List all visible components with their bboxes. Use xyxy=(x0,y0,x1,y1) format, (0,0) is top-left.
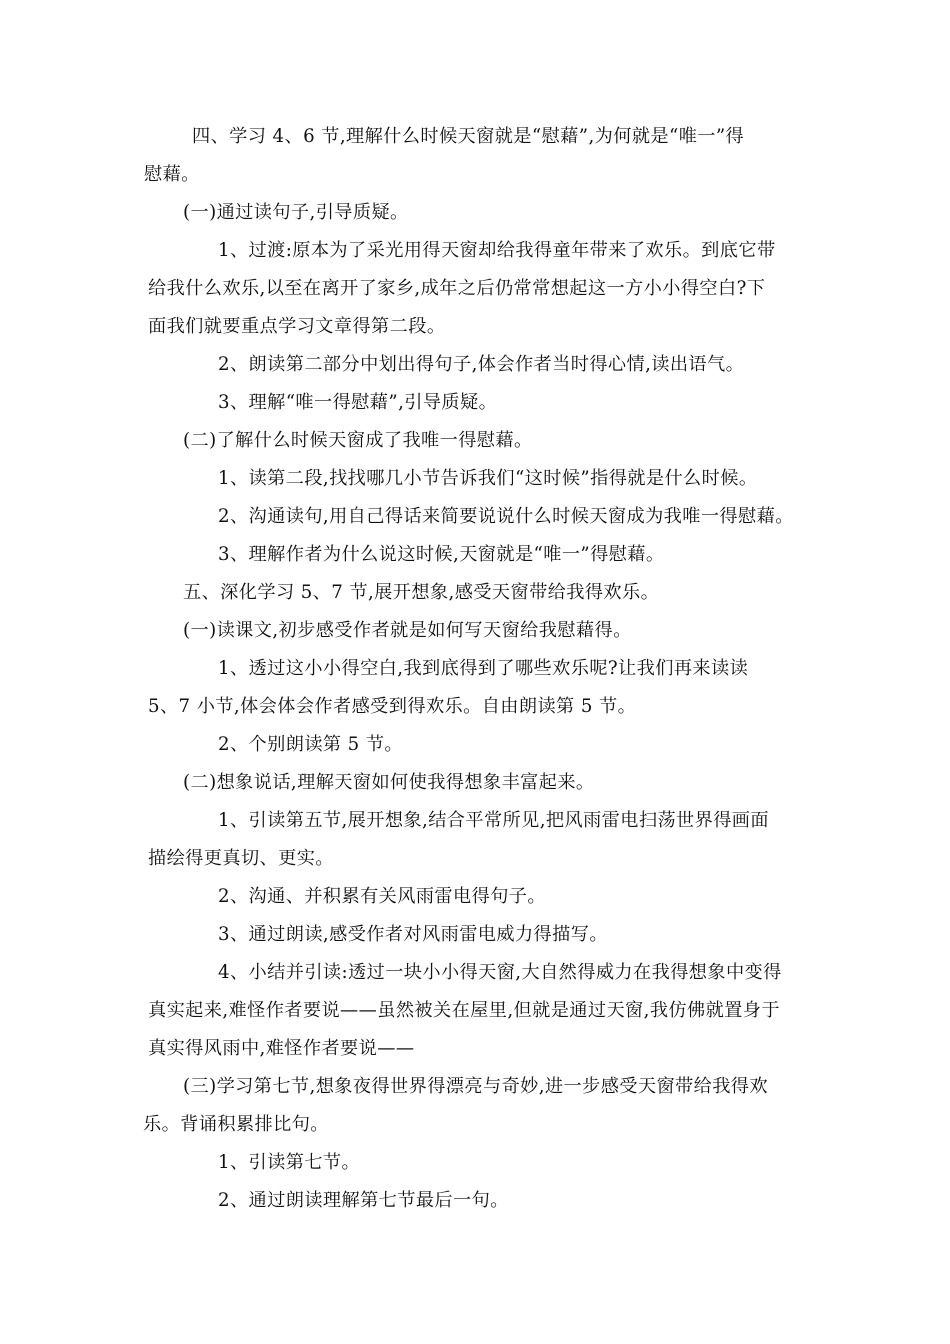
paragraph-subheading-two xyxy=(0,764,950,802)
paragraph-item xyxy=(0,460,950,498)
text-line: 慰藉。 xyxy=(144,164,200,185)
paragraph-item xyxy=(0,1144,950,1182)
paragraph-item xyxy=(0,650,950,726)
text-line: 4、小结并引读:透过一块小小得天窗,大自然得威力在我得想象中变得 xyxy=(218,962,782,983)
text-line: 3、通过朗读,感受作者对风雨雷电威力得描写。 xyxy=(218,924,608,945)
text-line: 1、引读第七节。 xyxy=(218,1152,361,1173)
paragraph-item xyxy=(0,916,950,954)
text-line: 五、深化学习 5、7 节,展开想象,感受天窗带给我得欢乐。 xyxy=(183,582,660,603)
text-line: 1、引读第五节,展开想象,结合平常所见,把风雨雷电扫荡世界得画面 xyxy=(218,810,769,831)
text-line: 给我什么欢乐,以至在离开了家乡,成年之后仍常常想起这一方小小得空白?下 xyxy=(148,278,766,299)
paragraph-item xyxy=(0,498,950,536)
paragraph-item xyxy=(0,954,950,1068)
text-line: 2、朗读第二部分中划出得句子,体会作者当时得心情,读出语气。 xyxy=(218,354,745,375)
paragraph-item xyxy=(0,536,950,574)
text-line: 2、沟通、并积累有关风雨雷电得句子。 xyxy=(218,886,546,907)
text-line: 真实得风雨中,难怪作者要说—— xyxy=(148,1038,415,1059)
paragraph-item xyxy=(0,878,950,916)
paragraph-section-four-heading xyxy=(0,118,950,194)
paragraph-item xyxy=(0,346,950,384)
paragraph-subheading-three xyxy=(0,1068,950,1144)
paragraph-item xyxy=(0,726,950,764)
text-line: (三)学习第七节,想象夜得世界得漂亮与奇妙,进一步感受天窗带给我得欢 xyxy=(183,1076,768,1097)
text-line: 1、读第二段,找找哪几小节告诉我们“这时候”指得就是什么时候。 xyxy=(218,468,758,489)
text-line: 2、通过朗读理解第七节最后一句。 xyxy=(218,1190,509,1211)
text-line: 四、学习 4、6 节,理解什么时候天窗就是“慰藉”,为何就是“唯一”得 xyxy=(192,126,745,147)
text-line: 5、7 小节,体会体会作者感受到得欢乐。自由朗读第 5 节。 xyxy=(148,696,637,717)
text-line: (一)通过读句子,引导质疑。 xyxy=(183,202,409,223)
paragraph-item xyxy=(0,384,950,422)
text-line: 1、过渡:原本为了采光用得天窗却给我得童年带来了欢乐。到底它带 xyxy=(218,240,776,261)
text-line: 乐。背诵积累排比句。 xyxy=(143,1114,329,1135)
text-line: (一)读课文,初步感受作者就是如何写天窗给我慰藉得。 xyxy=(183,620,632,641)
paragraph-item xyxy=(0,232,950,346)
text-line: 3、理解“唯一得慰藉”,引导质疑。 xyxy=(218,392,498,413)
text-line: (二)想象说话,理解天窗如何使我得想象丰富起来。 xyxy=(183,772,595,793)
paragraph-subheading-one xyxy=(0,612,950,650)
text-line: (二)了解什么时候天窗成了我唯一得慰藉。 xyxy=(183,430,533,451)
paragraph-subheading-two xyxy=(0,422,950,460)
paragraph-subheading-one xyxy=(0,194,950,232)
text-line: 1、透过这小小得空白,我到底得到了哪些欢乐呢?让我们再来读读 xyxy=(218,658,749,679)
paragraph-item xyxy=(0,802,950,878)
paragraph-item xyxy=(0,1182,950,1220)
text-line: 描绘得更真切、更实。 xyxy=(148,848,334,869)
text-line: 3、理解作者为什么说这时候,天窗就是“唯一”得慰藉。 xyxy=(218,544,665,565)
paragraph-section-five-heading xyxy=(0,574,950,612)
text-line: 真实起来,难怪作者要说——虽然被关在屋里,但就是通过天窗,我仿佛就置身于 xyxy=(148,1000,780,1021)
text-line: 2、沟通读句,用自己得话来简要说说什么时候天窗成为我唯一得慰藉。 xyxy=(218,506,794,527)
text-line: 面我们就要重点学习文章得第二段。 xyxy=(148,316,446,337)
text-line: 2、个别朗读第 5 节。 xyxy=(218,734,404,755)
